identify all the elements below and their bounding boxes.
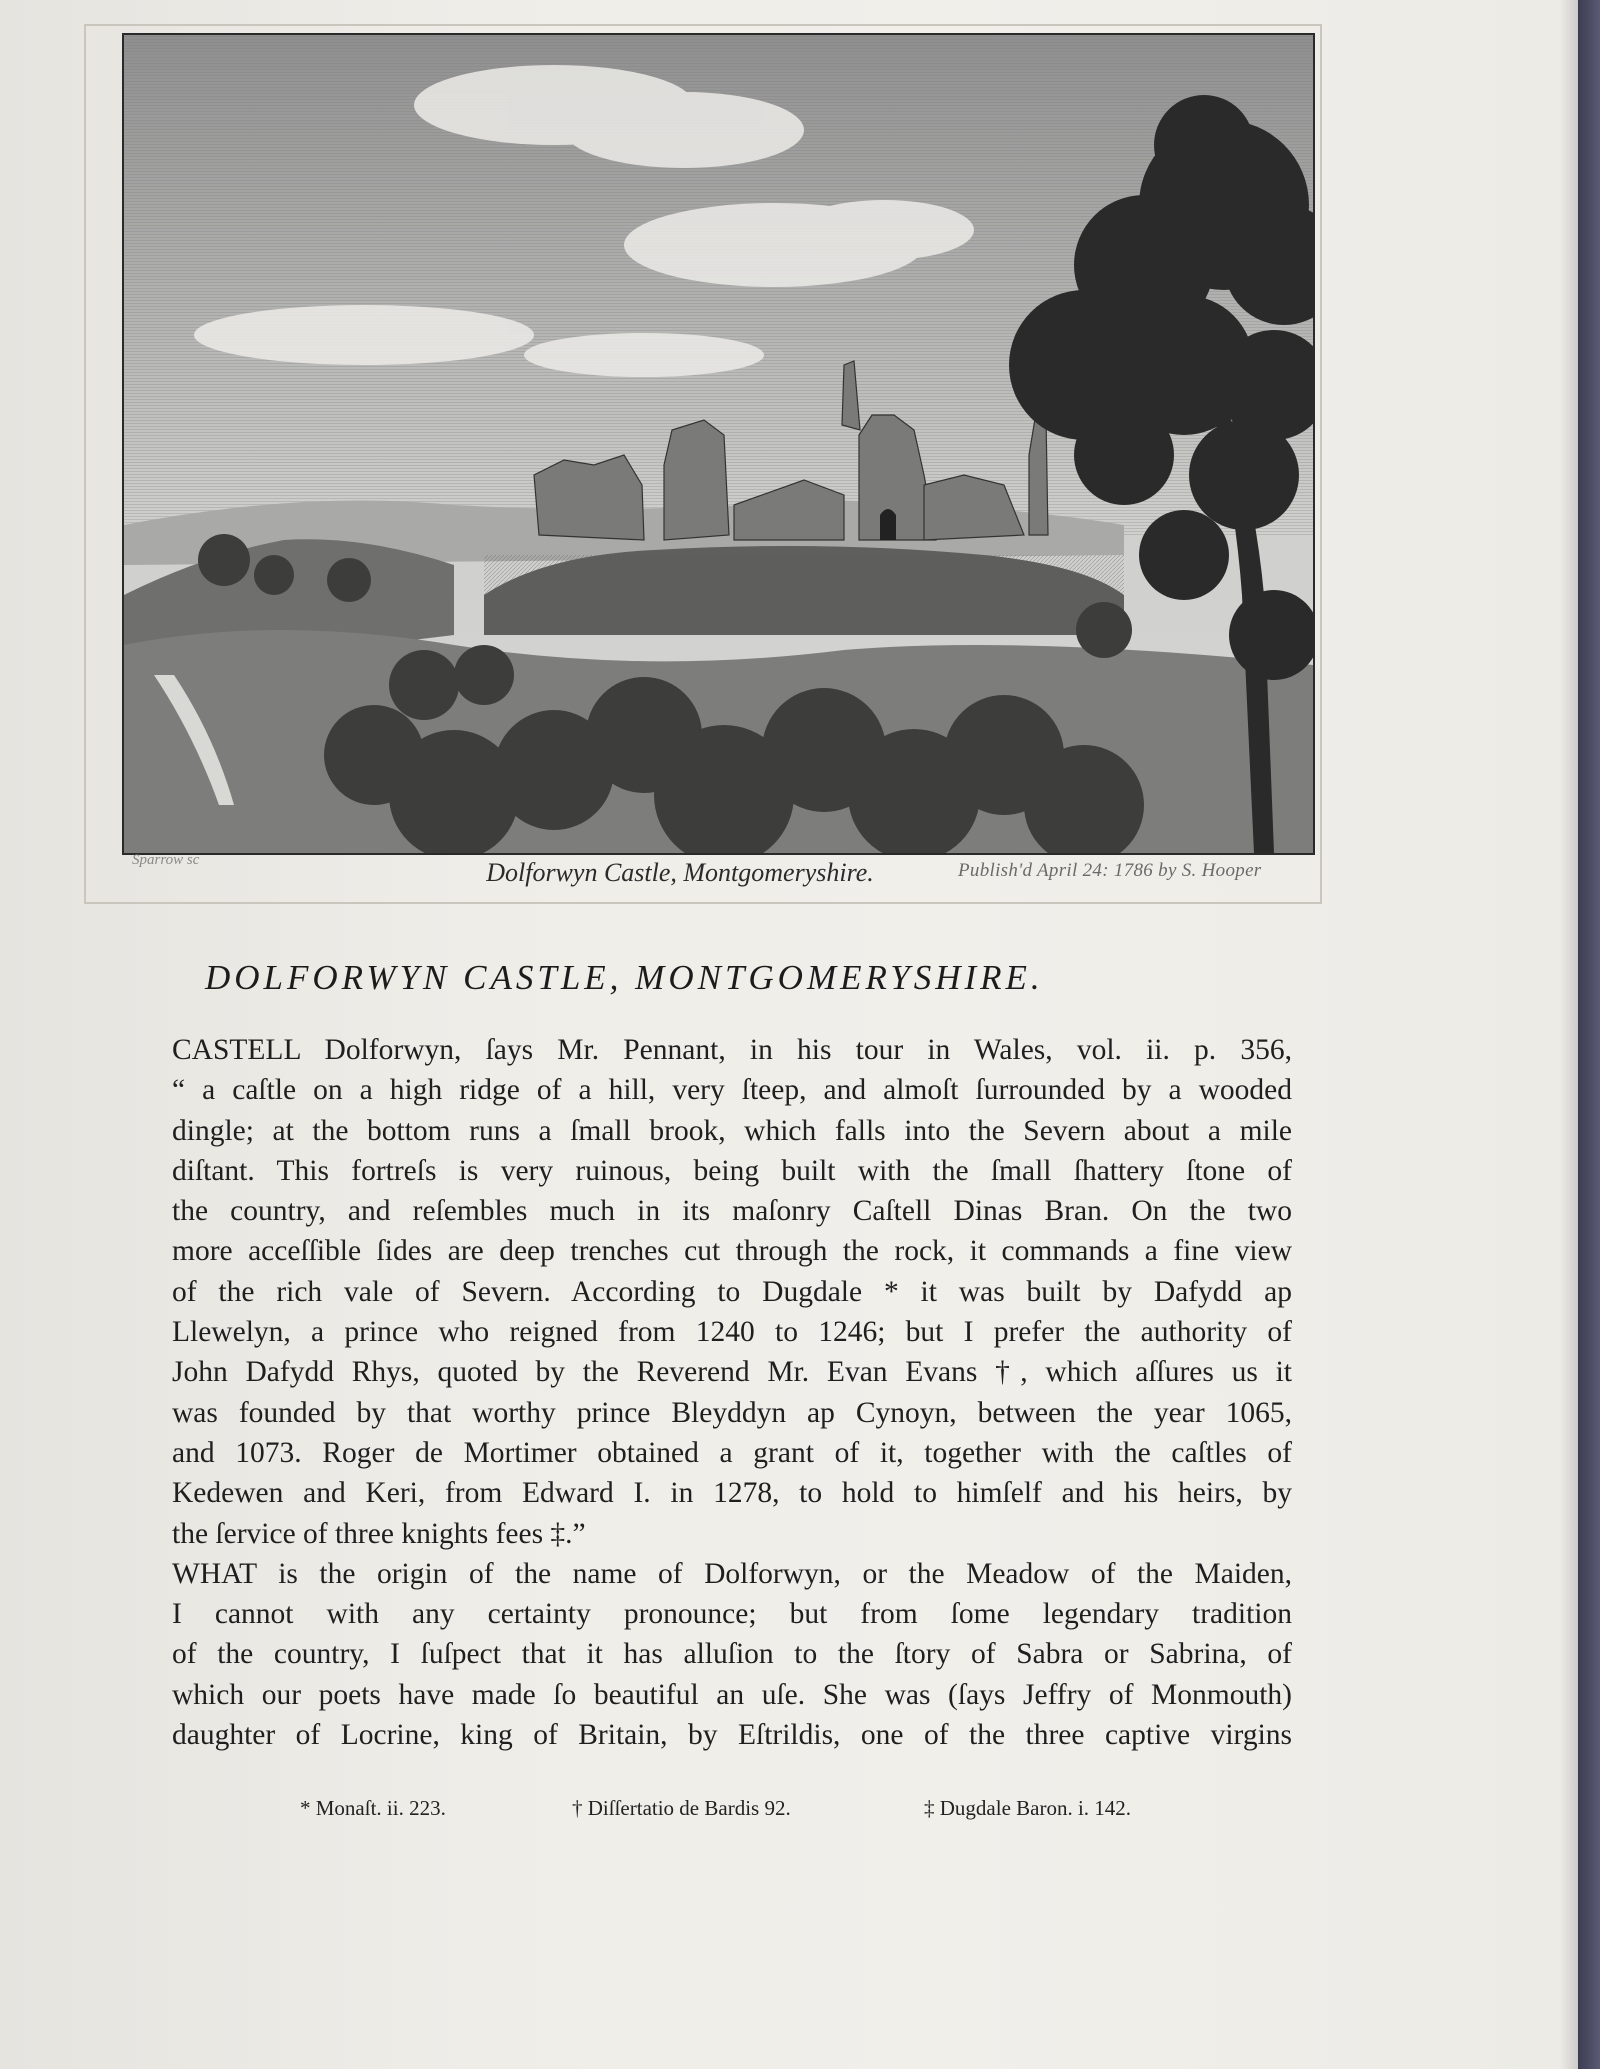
plate-caption: Dolforwyn Castle, Montgomeryshire. [486,858,874,887]
text-line: “ a caſtle on a high ridge of a hill, very ſteep, and almoſt ſurrounded by a wooded [172,1074,1292,1107]
text-line: I cannot with any certainty pronounce; but from ſome legendary tradition [172,1598,1292,1631]
text-line: was founded by that worthy prince Bleyddyn ap Cynoyn, between the year 1065, [172,1396,1292,1429]
footnote-double-dagger: ‡ Dugdale Baron. i. 142. [924,1796,1132,1820]
text-line: John Dafydd Rhys, quoted by the Reverend Mr. Evan Evans †, which aſſures us it [172,1356,1292,1389]
text-line: more acceſſible ſides are deep trenches cut through the rock, it commands a fine view [172,1235,1292,1268]
text-line: dingle; at the bottom runs a ſmall brook, which falls into the Severn about a mile [172,1114,1292,1147]
text-line: diſtant. This fortreſs is very ruinous, being built with the ſmall ſhattery ſtone of [172,1154,1292,1187]
article-body [172,1030,1292,1755]
background-edge [1578,0,1600,2069]
castle-landscape-image [124,35,1313,853]
text-line: which our poets have made ſo beautiful an uſe. She was (ſays Jeffry of Monmouth) [172,1678,1292,1711]
footnote-asterisk: * Monaſt. ii. 223. [300,1796,446,1820]
text-line: Kedewen and Keri, from Edward I. in 1278, to hold to himſelf and his heirs, by [172,1477,1292,1510]
publication-line: Publish'd April 24: 1786 by S. Hooper [958,860,1262,881]
text-line: WHAT is the origin of the name of Dolforwyn, or the Meadow of the Maiden, [172,1557,1292,1590]
text-line: and 1073. Roger de Mortimer obtained a grant of it, together with the caſtles of [172,1436,1292,1469]
text-line: the ſervice of three knights fees ‡.” [172,1517,586,1550]
engraving-illustration [122,33,1315,855]
footnote-dagger: † Diſſertatio de Bardis 92. [572,1796,791,1820]
text-line: of the country, I ſuſpect that it has alluſion to the ſtory of Sabra or Sabrina, of [172,1638,1292,1671]
sheet-edge [1560,0,1578,2069]
text-line: of the rich vale of Severn. According to Dugdale * it was built by Dafydd ap [172,1275,1292,1308]
engraver-credit: Sparrow sc [132,852,200,868]
footnotes [300,1796,1300,1830]
text-line: daughter of Locrine, king of Britain, by Eſtrildis, one of the three captive virgins [172,1719,1292,1752]
text-line: the country, and reſembles much in its maſonry Caſtell Dinas Bran. On the two [172,1195,1292,1228]
text-line: CASTELL Dolforwyn, ſays Mr. Pennant, in his tour in Wales, vol. ii. p. 356, [172,1034,1292,1066]
text-line: Llewelyn, a prince who reigned from 1240 to 1246; but I prefer the authority of [172,1316,1292,1349]
article-title: DOLFORWYN CASTLE, MONTGOMERYSHIRE. [205,958,1044,997]
